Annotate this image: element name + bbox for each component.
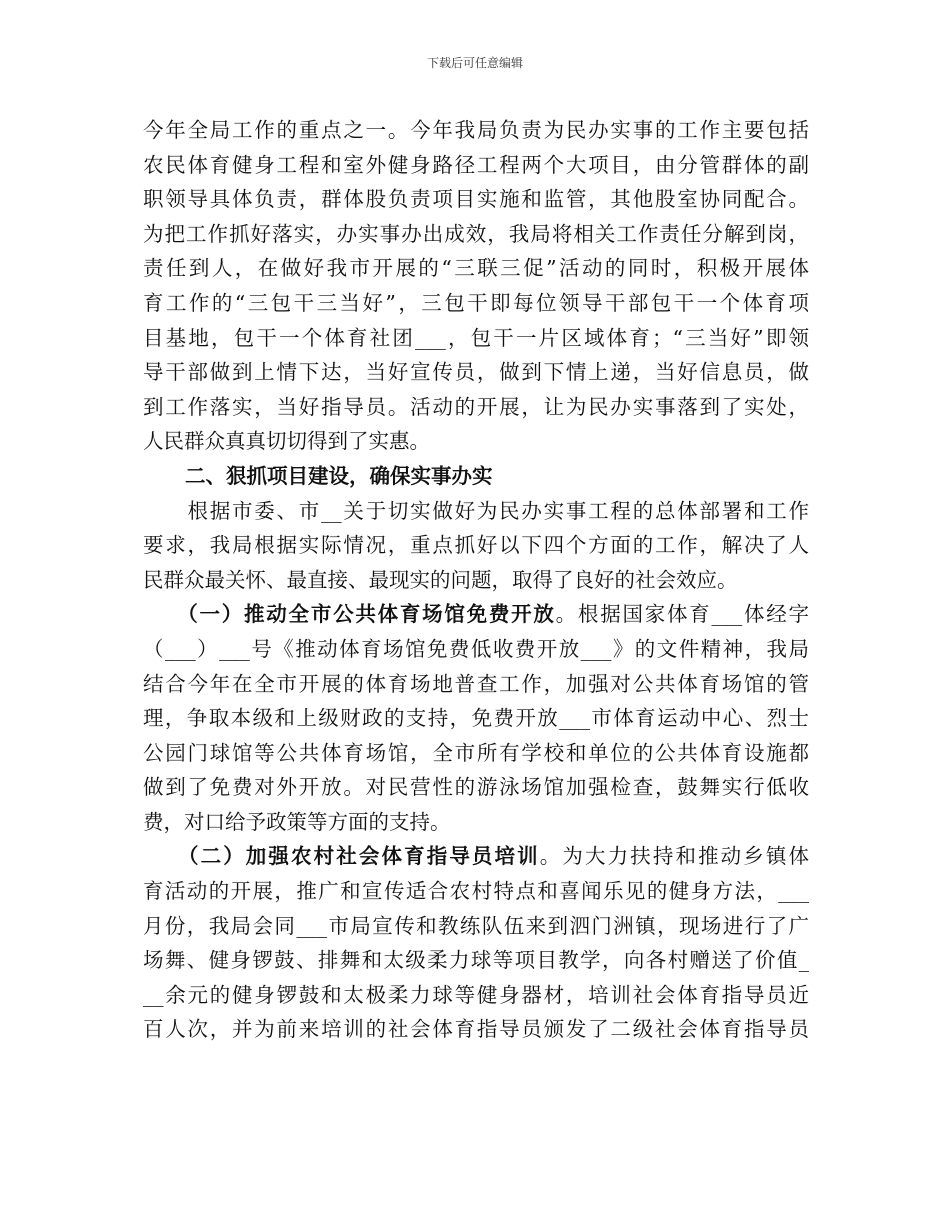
section-heading: 二、狠抓项目建设，确保实事办实 — [185, 463, 493, 488]
text-line: 农民体育健身工程和室外健身路径工程两个大项目，由分管群体的副 — [143, 152, 809, 177]
text-line: 做到了免费对外开放。对民营性的游泳场馆加强检查，鼓舞实行低收 — [143, 775, 809, 800]
text-line: 为把工作抓好落实，办实事办出成效，我局将相关工作责任分解到岗， — [143, 221, 809, 246]
text-line: 到工作落实，当好指导员。活动的开展，让为民办实事落到了实处， — [143, 394, 809, 419]
text-line: 育活动的开展，推广和宣传适合农村特点和喜闻乐见的健身方法，___ — [143, 879, 809, 904]
text-line — [143, 597, 809, 632]
text-run: 。为大力扶持和推动乡镇体 — [539, 844, 810, 869]
subsection-title: （一）推动全市公共体育场馆免费开放 — [143, 602, 556, 627]
text-line: __余元的健身锣鼓和太极柔力球等健身器材，培训社会体育指导员近 — [143, 982, 809, 1007]
text-line: 育工作的“三包干三当好”，三包干即每位领导干部包干一个体育项 — [143, 290, 809, 315]
text-line: 理，争取本级和上级财政的支持，免费开放___市体育运动中心、烈士 — [143, 706, 809, 731]
text-line: （___）___号《推动体育场馆免费低收费开放___》的文件精神，我局 — [143, 636, 809, 661]
text-line: 场舞、健身锣鼓、排舞和太级柔力球等项目教学，向各村赠送了价值_ — [143, 948, 809, 973]
text-line: 公园门球馆等公共体育场馆，全市所有学校和单位的公共体育设施都 — [143, 740, 809, 765]
text-line: 结合今年在全市开展的体育场地普查工作，加强对公共体育场馆的管 — [143, 671, 809, 696]
text-line: 费，对口给予政策等方面的支持。 — [143, 809, 451, 834]
document-body — [143, 113, 809, 1047]
text-line: 人民群众真真切切得到了实惠。 — [143, 429, 430, 454]
text-line: 职领导具体负责，群体股负责项目实施和监管，其他股室协同配合。 — [143, 187, 809, 212]
text-line: 百人次，并为前来培训的社会体育指导员颁发了二级社会体育指导员 — [143, 1017, 809, 1042]
text-line — [143, 839, 809, 874]
text-line: 目基地，包干一个体育社团___，包干一片区域体育；“三当好”即领 — [143, 325, 809, 350]
text-line: 今年全局工作的重点之一。今年我局负责为民办实事的工作主要包括 — [143, 118, 809, 142]
text-line: 根据市委、市__关于切实做好为民办实事工程的总体部署和工作 — [143, 498, 809, 523]
text-run: 。根据国家体育___体经字 — [555, 602, 810, 627]
subsection-title: （二）加强农村社会体育指导员培训 — [143, 844, 540, 869]
text-line: 月份，我局会同___市局宣传和教练队伍来到泗门洲镇，现场进行了广 — [143, 913, 809, 938]
text-line: 民群众最关怀、最直接、最现实的问题，取得了良好的社会效应。 — [143, 567, 738, 592]
text-line: 责任到人，在做好我市开展的“三联三促”活动的同时，积极开展体 — [143, 256, 809, 281]
page-header: 下载后可任意编辑 — [426, 56, 523, 70]
text-line: 要求，我局根据实际情况，重点抓好以下四个方面的工作，解决了人 — [143, 533, 809, 558]
text-line: 导干部做到上情下达，当好宣传员，做到下情上递，当好信息员，做 — [143, 360, 809, 385]
